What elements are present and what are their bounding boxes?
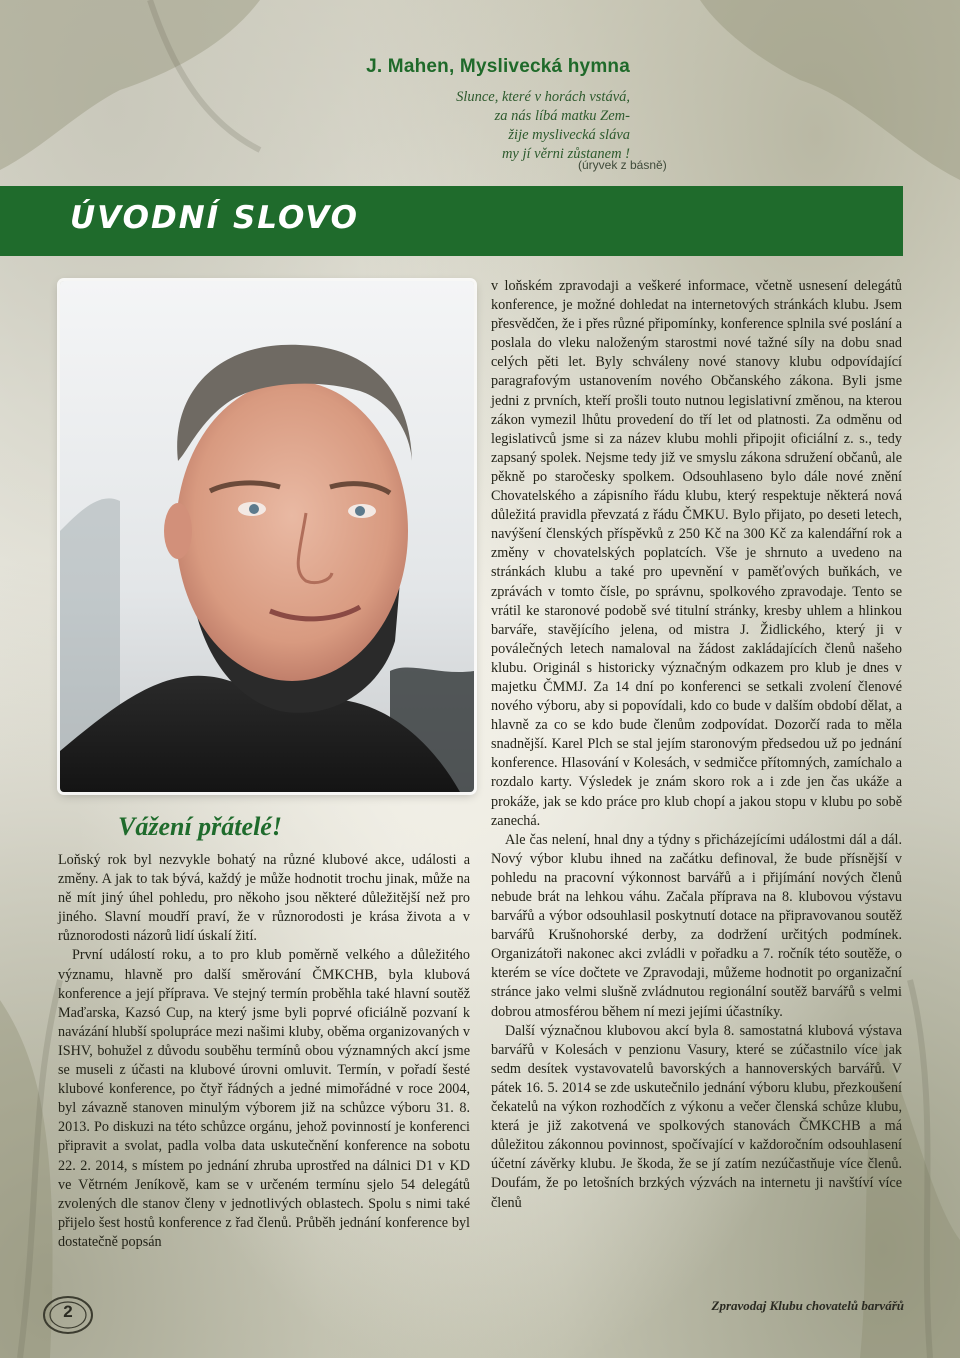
- paragraph: v loňském zpravodaji a veškeré informace, včetně usnesení delegátů konference, je možné dohledat na internetových stránkách klubu. Jsem přesvědčen, že i přes různé připomínky, konference splnila své poslání a poslala do vleku naloženým starostmi nové tažné síly na dobu snad celých pěti let. Byly schváleny nové stanovy klubu odpovídající paragrafovým ustanovením nového Občanského zákona. Byli jsme jedni z prvních, kteří prošli touto nutnou legislativní změnou, na kterou zákon vymezil lhůtu provedení do tří let od platnosti. Za odměnu od legislativců jsme si za název klubu mohli připojit oficiální z. s., tedy zapsaný spolek. Nejsme tedy již ve smyslu zákona sdružení občanů, ale pěkně po staročesky spolkem. Odsouhlaseno bylo dále nové znění Chovatelského a zápisního řádu klubu, který respektuje některá nová důležitá pravidla převzatá z řádu ČMKU. Bylo přijato, po deseti letech, navýšení členských příspěvků z 250 Kč na 300 Kč za kalendářní rok a změny v chovatelských poplatcích. Vše je shrnuto a uvedeno na stránkách klubu a také pro upevnění v paměťových buňkách, ve zprávách v tomto čísle, po správnu, spolkového zpravodaje. Tento se vrátil ke staronové podobě své titulní stránky, kresby uhlem a hlinkou barváře, stavějícího jelena, od mistra J. Židlického, který ji v poválečných letech namaloval na žádost zakládajících členů našeho klubu. Originál s historicky význačným odkazem pro klub je dnes v majetku ČMMJ. Za 14 dní po konferenci se setkali zvolení členové nového výboru, aby si popovídali, kdo co bude v dalším období dělat, a hlavně za co se kdo bude členům zodpovídat. Dozorčí rada to měla snadnější. Karel Plch se stal jejím staronovým předsedou už po jednání konference. Hlasování v Kolesách, v sedmičce přítomných, zamíchalo a rozdalo karty. Výsledek je znám skoro rok a i zde jen čas ukáže a prokáže, jak se kdo práce pro klub chopí a jakou stopu v klubu po sobě zanechá.: [491, 278, 902, 829]
- poem-line: my jí věrni zůstanem !: [501, 146, 630, 162]
- section-banner: [0, 186, 903, 256]
- footer-publication: Zpravodaj Klubu chovatelů barvářů: [711, 1298, 904, 1313]
- paragraph: Ale čas nelení, hnal dny a týdny s přicházejícími událostmi dál a dál. Nový výbor klubu ihned na začátku definoval, že bude přísnější v pohledu na pracovní výkonnost barvářů a i přijímání nových členů nebude brát na lehkou váhu. Začala příprava na 8. klubovou výstavu barvářů a výbor odsouhlasil poskytnutí dotace na připravovanou soutěž barvářů Krušnohorské derby, za dodržení určitých podmínek. Organizátoři nakonec akci zvládli v pořadku a 7. ročník této soutěže, o kterém se více dočtete ve Zpravodaji, můžeme hodnotit po organizační stránce jako velmi slušně zvládnutou regionální soutěž barvářů s velmi dobrou atmosférou během ní mezi jejími účastníky.: [491, 831, 902, 1020]
- page-number-badge: [38, 1291, 98, 1335]
- poem-title: J. Mahen, Myslivecká hymna: [366, 56, 630, 77]
- author-photo: [60, 281, 474, 792]
- paragraph: První událostí roku, a to pro klub poměrně velkého a důležitého významu, hlavně pro další směrování ČMKCHB, byla klubová konference a její příprava. Ve stejný termín proběhla také hlavní soutěž Maďarska, Kazsó Cup, na který jsme byli poprvé oficiálně pozvaní k navázání hlubší spolupráce mezi našimi kluby, oběma organizovaných v ISHV, bohužel z důvodu souběhu termínů obou významných akcí jsme se museli z účasti na klubové úrovni omluvit. Termín, v pořadí šesté klubové konference, po čtyř řádných a jedné mimořádné v roce 2004, byl závazně stanoven minulým výborem již na schůzce výboru 31. 8. 2013. Po diskuzi na této schůzce orgánu, jehož povinností je konferenci připravit a svolat, padla volba data uskutečnění konference na sobotu 22. 2. 2014, s místem po jednání zhruba uprostřed na dálnici D1 v KD ve Větrném Jeníkově, kam se v určeném termínu sjelo 54 delegátů zvolených dle stanov členy v jednotlivých oblastech. Spolu s nimi také přijelo šest hostů konference z řad členů. Průběh jednání konference byl dostatečně popsán: [58, 947, 470, 1250]
- poem-block: [330, 56, 630, 164]
- poem-line: za nás líbá matku Zem-: [494, 108, 630, 124]
- paragraph: Další význačnou klubovou akcí byla 8. samostatná klubová výstava barvářů v Kolesách v penzionu Vasury, které se zúčastnilo více jak sedm desítek vystavovatelů bavorských a hannoverských barvářů. V pátek 16. 5. 2014 se zde uskutečnilo jednání výboru klubu, přezkoušení čekatelů na výkon rozhodčích z výkonu a večer členská schůze klubu, která je již zakotvená ve spolkových stanovách ČMKCHB a má důležitou zákonnou povinnost, spočívající v každoročním odsouhlasení účetní závěrky klubu. Je škoda, že se jí zatím nezúčastňuje více členů. Doufám, že po letošních brzkých výzvách na internetu ji navštíví více členů: [491, 1022, 902, 1211]
- greeting-heading: Vážení přátelé!: [118, 812, 282, 841]
- right-column: [491, 277, 902, 1213]
- paragraph: Loňský rok byl nezvykle bohatý na různé klubové akce, události a změny. A jak to tak bývá, každý je může hodnotit trochu jinak, může na ně mít jiný úhel pohledu, pro někoho jsou některé důležitější než pro jiného. Slavní moudří praví, že v různorodosti je krása života a v různorodosti názorů lidí úskalí žití.: [58, 852, 470, 945]
- poem-line: Slunce, které v horách vstává,: [456, 89, 630, 105]
- section-title: ÚVODNÍ SLOVO: [70, 200, 359, 236]
- poem-note: (úryvek z básně): [578, 158, 667, 172]
- poem-line: žije myslivecká sláva: [508, 127, 630, 143]
- page-number: 2: [63, 1302, 73, 1321]
- portrait-image: [60, 281, 474, 792]
- left-column: [58, 851, 470, 1252]
